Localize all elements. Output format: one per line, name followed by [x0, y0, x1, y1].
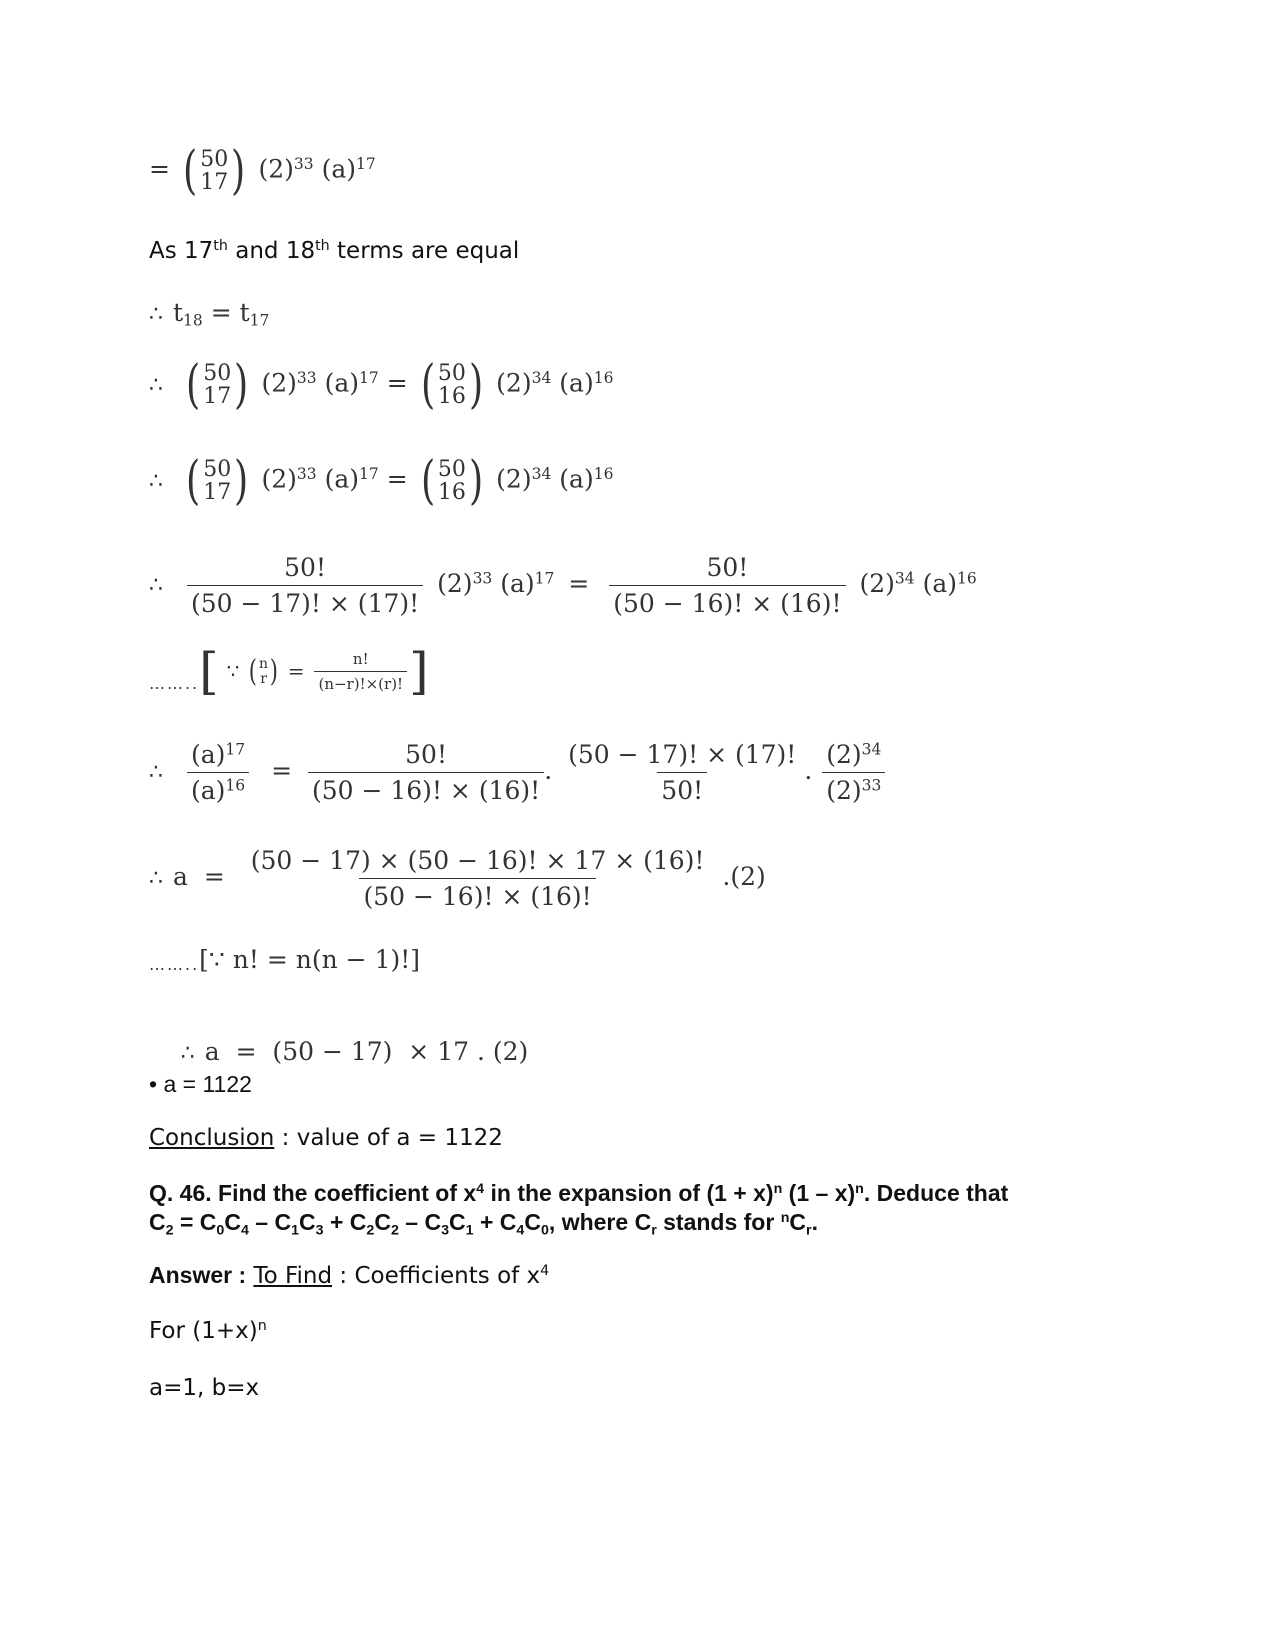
equation-ratio: ∴ $\frac{(a)^{17}}{(a)^{16}}$ = $\frac{50!}{(50 - 16)! \times (16)!}$ . $\frac{(50 - 17)! \times (17)!}{50!}$ . $\frac{(2)^{34}}{(2)^{33}}$ — [149, 740, 887, 805]
hint-factorial-identity: ……..[∵ n! = n(n − 1)!] — [149, 945, 421, 974]
fraction: $\frac{(a)^{17}}{(a)^{16}}$ — [187, 740, 249, 805]
ab-values-line: a=1, b=x — [149, 1375, 260, 1401]
fraction: $\frac{n!}{(n-r)!\times(r)!}$ — [314, 650, 407, 693]
equation-binomial-equality-2: ∴ ( 50 17 ) $(2)^{33}$ $(a)^{17}$ = ( 50 16 ) $(2)^{34}$ $(a)^{16}$ — [149, 451, 614, 511]
equation-a-fraction: ∴ a = $\frac{(50 - 17) \times (50 - 16)! \times 17 \times (16)!}{(50 - 16)! \times (16)!}$ .(2) — [149, 846, 766, 911]
therefore-symbol: ∴ — [149, 372, 163, 398]
equation-t18-equals-t17: ∴ $t_{18} = t_{17}$ — [149, 298, 270, 330]
fraction: $\frac{50!}{(50 - 16)! \times (16)!}$ — [308, 740, 544, 805]
fraction: $\frac{(2)^{34}}{(2)^{33}}$ — [822, 740, 885, 805]
equation-t18: = ( 50 17 ) $(2)^{33}$ $(a)^{17}$ — [149, 141, 376, 201]
question-heading-line2: $C_2 = C_0C_4 - C_1C_3 + C_2C_2 - C_3C_1 + C_4C_0$, where $C_r$ stands for $^nC_r$. — [149, 1209, 818, 1239]
for-expansion-line: For $(1+x)^n$ — [149, 1318, 267, 1344]
conclusion-label: Conclusion — [149, 1125, 275, 1151]
fraction: $\frac{50!}{(50 - 16)! \times (16)!}$ — [609, 553, 845, 618]
equation-binomial-equality-1: ∴ ( 50 17 ) $(2)^{33}$ $(a)^{17}$ = ( 50 16 ) $(2)^{34}$ $(a)^{16}$ — [149, 355, 614, 415]
therefore-symbol: ∴ — [149, 866, 163, 891]
result-line: • a = 1122 — [149, 1071, 252, 1097]
equation-a-simplified: ∴ a = (50 − 17) × 17 . (2) — [180, 1037, 529, 1066]
binomial-coefficient: ( 50 17 ) — [182, 141, 246, 201]
equation-factorial-form: ∴ $\frac{50!}{(50 - 17)! \times (17)!}$ $(2)^{33}$ $(a)^{17}$ = $\frac{50!}{(50 - 16)! \times (16)!}$ $(2)^{34}$ $(a)^{16}$ — [149, 553, 977, 618]
therefore-symbol: ∴ — [180, 1041, 195, 1066]
conclusion-line: Conclusion : value of a = 1122 — [149, 1125, 503, 1151]
answer-line: Answer : To Find : Coefficients of $x^4$ — [149, 1262, 550, 1289]
hint-binomial-definition: ……..[ ∵ ( n r ) = $\frac{n!}{(n-r)!\times(r)!}$ ] — [149, 642, 429, 701]
therefore-symbol: ∴ — [149, 760, 163, 785]
question-heading-line1: Q. 46. Find the coefficient of $x^4$ in the expansion of $(1 + x)^n$ (1 – x)$^n$. Deduce that — [149, 1180, 1009, 1206]
therefore-symbol: ∴ — [149, 302, 163, 327]
statement-terms-equal: As 17th and 18th terms are equal — [149, 238, 520, 264]
fraction: $\frac{50!}{(50 - 17)! \times (17)!}$ — [187, 553, 423, 618]
fraction: $\frac{(50 - 17) \times (50 - 16)! \times 17 \times (16)!}{(50 - 16)! \times (16)!}$ — [250, 846, 705, 911]
therefore-symbol: ∴ — [149, 468, 163, 494]
therefore-symbol: ∴ — [149, 573, 163, 598]
fraction: $\frac{(50 - 17)! \times (17)!}{50!}$ — [568, 740, 797, 805]
answer-label: Answer : — [149, 1262, 247, 1288]
to-find-label: To Find — [253, 1263, 333, 1289]
